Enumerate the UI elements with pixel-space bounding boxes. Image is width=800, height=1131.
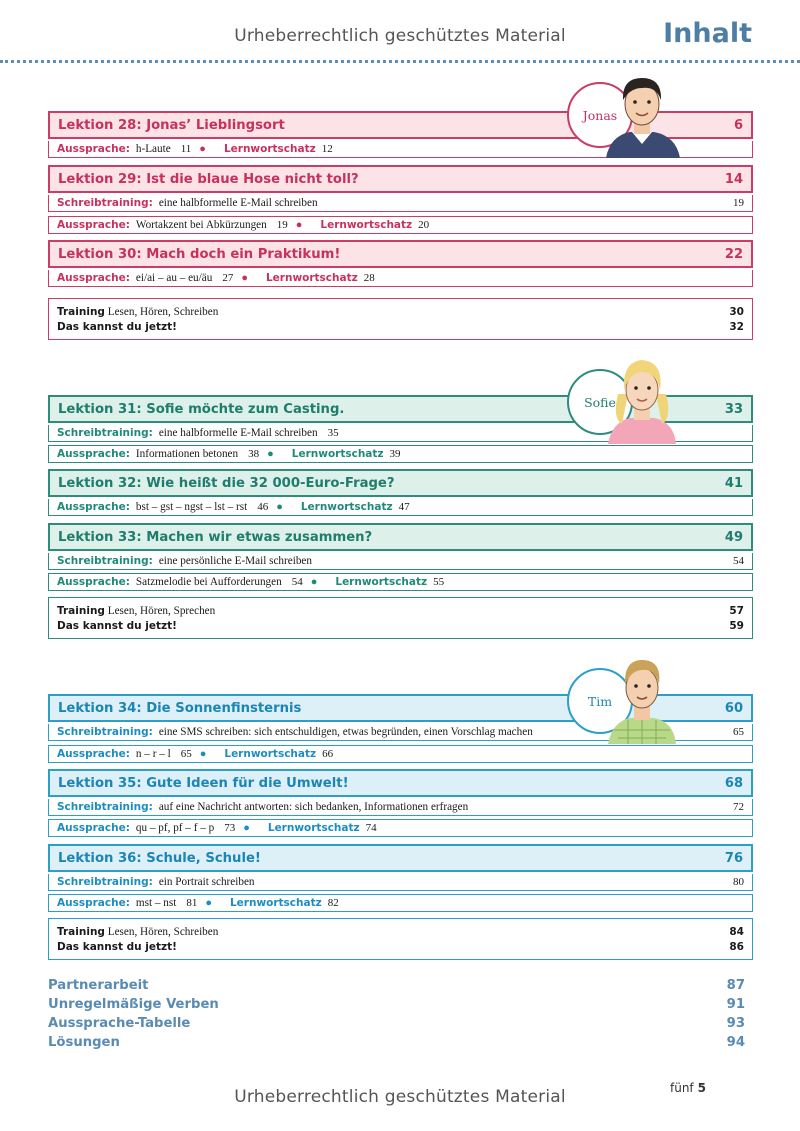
lesson-title: Lektion 34: Die Sonnenfinsternis <box>58 700 302 716</box>
training-text: Lesen, Hören, Schreiben <box>107 925 219 938</box>
sub-label: Schreibtraining: <box>57 197 153 209</box>
page-title: Inhalt <box>663 18 752 49</box>
training-box <box>48 918 753 960</box>
lesson-page: 49 <box>724 529 743 545</box>
lesson-page: 22 <box>724 246 743 262</box>
sub-label: Aussprache: <box>57 501 130 513</box>
training-page: 57 <box>729 604 744 617</box>
lesson-29-row[interactable] <box>48 165 753 193</box>
sub-page: 74 <box>365 822 377 834</box>
sub-row <box>48 499 753 516</box>
kannst-page: 59 <box>729 619 744 632</box>
sub-label: Schreibtraining: <box>57 427 153 439</box>
character-name: Jonas <box>582 107 618 123</box>
sub-value: eine SMS schreiben: sich entschuldigen, etwas begründen, einen Vorschlag machen <box>158 726 533 738</box>
training-text: Lesen, Hören, Schreiben <box>107 305 219 318</box>
sub-label: Aussprache: <box>57 219 130 231</box>
sub-label: Aussprache: <box>57 272 130 284</box>
sub-page: 20 <box>418 219 430 231</box>
training-page: 30 <box>729 305 744 318</box>
sub-label: Schreibtraining: <box>57 726 153 738</box>
lesson-page: 41 <box>724 475 743 491</box>
sub-value: qu – pf, pf – f – p <box>135 822 215 834</box>
lesson-page: 14 <box>724 171 743 187</box>
sub-value: Wortakzent bei Abkürzungen <box>135 219 267 231</box>
sub-value: h-Laute <box>135 143 171 155</box>
kannst-label: Das kannst du jetzt! <box>57 940 177 953</box>
sub-page: 73 <box>224 822 236 834</box>
sub-label: Schreibtraining: <box>57 555 153 567</box>
sub-page: 46 <box>257 501 269 513</box>
extra-page: 87 <box>726 978 745 993</box>
sub-label: Lernwortschatz <box>300 501 393 513</box>
sub-value: eine halbformelle E-Mail schreiben <box>158 427 318 439</box>
sofie-portrait-icon <box>604 354 680 444</box>
extra-unregelmaessige-verben[interactable] <box>48 997 745 1012</box>
sub-label: Aussprache: <box>57 576 130 588</box>
lesson-title: Lektion 30: Mach doch ein Praktikum! <box>58 246 341 262</box>
sub-page: 55 <box>433 576 445 588</box>
sub-row <box>48 874 753 891</box>
sub-value: bst – gst – ngst – lst – rst <box>135 501 248 513</box>
sub-label: Lernwortschatz <box>320 219 413 231</box>
bullet-icon: ● <box>276 501 283 513</box>
extra-page: 91 <box>726 997 745 1012</box>
sub-label: Aussprache: <box>57 143 130 155</box>
lesson-page: 33 <box>724 401 743 417</box>
sub-right-page: 19 <box>733 197 744 209</box>
sub-page: 19 <box>276 219 288 231</box>
sub-value: mst – nst <box>135 897 177 909</box>
bullet-icon: ● <box>310 576 318 588</box>
sub-page: 82 <box>327 897 339 909</box>
sub-label: Schreibtraining: <box>57 876 153 888</box>
lesson-32-row[interactable] <box>48 469 753 497</box>
page-number: 5 <box>697 1081 707 1095</box>
sub-value: ein Portrait schreiben <box>158 876 255 888</box>
bullet-icon: ● <box>267 448 274 460</box>
sub-label: Lernwortschatz <box>224 748 317 760</box>
sub-label: Lernwortschatz <box>223 143 316 155</box>
sub-row <box>48 799 753 816</box>
sub-page: 12 <box>321 143 333 155</box>
sub-page: 35 <box>327 427 339 439</box>
lesson-title: Lektion 28: Jonas’ Lieblingsort <box>58 117 285 133</box>
extra-aussprache-tabelle[interactable] <box>48 1016 745 1031</box>
bullet-icon: ● <box>243 822 250 834</box>
sub-page: 11 <box>180 143 192 155</box>
sub-row <box>48 553 753 570</box>
sub-right-page: 80 <box>733 876 744 888</box>
lesson-page: 68 <box>724 775 743 791</box>
sub-row <box>48 819 753 837</box>
sub-page: 28 <box>363 272 375 284</box>
sub-label: Lernwortschatz <box>335 576 428 588</box>
training-label: Training <box>57 604 105 617</box>
extra-label: Lösungen <box>48 1035 120 1050</box>
sub-right-page: 65 <box>733 726 744 738</box>
sub-row <box>48 573 753 591</box>
sub-page: 38 <box>248 448 260 460</box>
training-label: Training <box>57 925 105 938</box>
lesson-page: 60 <box>724 700 743 716</box>
bullet-icon: ● <box>205 897 212 909</box>
sub-row <box>48 894 753 912</box>
extra-page: 94 <box>726 1035 745 1050</box>
lesson-title: Lektion 33: Machen wir etwas zusammen? <box>58 529 373 545</box>
lesson-page: 6 <box>733 117 743 133</box>
sub-label: Aussprache: <box>57 822 130 834</box>
sub-right-page: 54 <box>733 555 744 567</box>
lesson-title: Lektion 31: Sofie möchte zum Casting. <box>58 401 345 417</box>
watermark-top: Urheberrechtlich geschütztes Material <box>234 26 566 46</box>
bullet-icon: ● <box>241 272 248 284</box>
sub-value: n – r – l <box>135 748 171 760</box>
extra-loesungen[interactable] <box>48 1035 745 1050</box>
sub-label: Lernwortschatz <box>229 897 322 909</box>
lesson-page: 76 <box>724 850 743 866</box>
watermark-bottom: Urheberrechtlich geschütztes Material <box>234 1087 566 1107</box>
training-label: Training <box>57 305 105 318</box>
sub-label: Aussprache: <box>57 897 130 909</box>
lesson-title: Lektion 29: Ist die blaue Hose nicht toll? <box>58 171 359 187</box>
sub-row <box>48 195 753 212</box>
lesson-30-row[interactable] <box>48 240 753 268</box>
sub-label: Lernwortschatz <box>265 272 358 284</box>
lesson-33-row[interactable] <box>48 523 753 551</box>
sub-label: Schreibtraining: <box>57 801 153 813</box>
bullet-icon: ● <box>295 219 303 231</box>
sub-row <box>48 745 753 763</box>
lesson-36-row[interactable] <box>48 844 753 872</box>
lesson-title: Lektion 35: Gute Ideen für die Umwelt! <box>58 775 349 791</box>
lesson-title: Lektion 32: Wie heißt die 32 000-Euro-Frage? <box>58 475 395 491</box>
sub-label: Aussprache: <box>57 448 130 460</box>
sub-page: 39 <box>389 448 401 460</box>
sub-value: Informationen betonen <box>135 448 239 460</box>
sub-value: auf eine Nachricht antworten: sich bedanken, Informationen erfragen <box>158 801 469 813</box>
kannst-label: Das kannst du jetzt! <box>57 619 177 632</box>
extra-label: Aussprache-Tabelle <box>48 1016 191 1031</box>
character-name: Sofie <box>584 394 616 410</box>
sub-page: 54 <box>291 576 303 588</box>
sub-row <box>48 216 753 234</box>
sub-value: Satzmelodie bei Aufforderungen <box>135 576 282 588</box>
lesson-35-row[interactable] <box>48 769 753 797</box>
extra-label: Unregelmäßige Verben <box>48 997 219 1012</box>
tim-portrait-icon <box>604 654 680 744</box>
sub-page: 65 <box>180 748 192 760</box>
sub-value: ei/ai – au – eu/äu <box>135 272 213 284</box>
sub-row <box>48 270 753 287</box>
page-word: fünf <box>670 1081 694 1095</box>
training-box <box>48 298 753 340</box>
kannst-page: 86 <box>729 940 744 953</box>
extra-label: Partnerarbeit <box>48 978 149 993</box>
sub-label: Lernwortschatz <box>267 822 360 834</box>
sub-page: 81 <box>186 897 198 909</box>
sub-value: eine halbformelle E-Mail schreiben <box>158 197 318 209</box>
dotted-divider <box>0 60 800 63</box>
training-box <box>48 597 753 639</box>
sub-page: 66 <box>322 748 334 760</box>
extra-page: 93 <box>726 1016 745 1031</box>
sub-label: Lernwortschatz <box>291 448 384 460</box>
bullet-icon: ● <box>199 748 207 760</box>
training-page: 84 <box>729 925 744 938</box>
kannst-page: 32 <box>729 320 744 333</box>
bullet-icon: ● <box>199 143 206 155</box>
character-name: Tim <box>587 693 613 709</box>
sub-label: Aussprache: <box>57 748 130 760</box>
extra-partnerarbeit[interactable] <box>48 978 745 993</box>
sub-page: 47 <box>398 501 410 513</box>
sub-right-page: 72 <box>733 801 744 813</box>
sub-row <box>48 445 753 463</box>
jonas-portrait-icon <box>600 72 684 158</box>
training-text: Lesen, Hören, Sprechen <box>107 604 216 617</box>
lesson-title: Lektion 36: Schule, Schule! <box>58 850 261 866</box>
kannst-label: Das kannst du jetzt! <box>57 320 177 333</box>
sub-value: eine persönliche E-Mail schreiben <box>158 555 312 567</box>
sub-page: 27 <box>222 272 234 284</box>
